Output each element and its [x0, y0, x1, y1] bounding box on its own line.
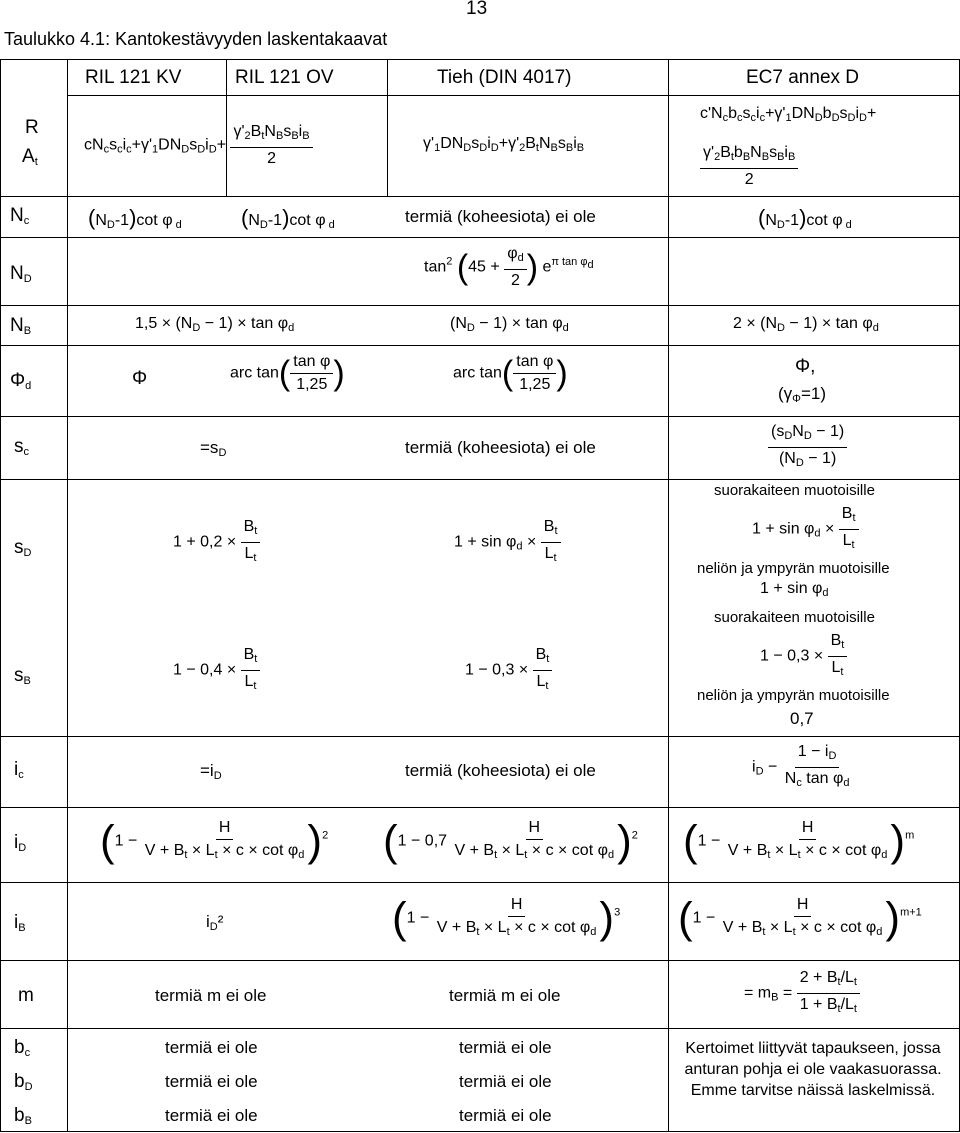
formula-nc-ril-kv: $(N_D-1)\cot$ φ $_d$: [88, 205, 182, 231]
formula-nd: $\tan^2 (45$ + $\frac{\varphi_d}{2}$ ) $e^{\pi tan \varphi_d}$: [424, 245, 594, 289]
formula-r-tieh: $\gamma'_1DN_Ds_Di_D+\gamma'_2B_tN_Bs_Bi_B$: [423, 135, 585, 154]
formula-sb-tieh: 1 − 0,3 × $\frac{B_t}{L_t}$: [465, 645, 552, 696]
text-sc-tieh: termiä (koheesiota) ei ole: [405, 438, 596, 457]
column-header-tieh: Tieh (DIN 4017): [437, 67, 572, 88]
text-bb-tieh: termiä ei ole: [459, 1106, 552, 1125]
text-m-ril: termiä m ei ole: [155, 986, 267, 1005]
text-phid-ril-kv: Φ: [132, 368, 148, 389]
page-number: 13: [466, 0, 488, 19]
formula-r-ril-kv: $cN_cs_ci_c+\gamma'_1DN_Ds_Di_D+$ $\frac{\gamma'_2B_tN_Bs_Bi_B}{2}$: [84, 122, 313, 169]
text-bb-ril: termiä ei ole: [165, 1106, 258, 1125]
row-label-sc: $s_c$: [14, 436, 29, 458]
formula-sd-ec7-rect: $1 + \sin \varphi_d$ × $\frac{B_t}{L_t}$: [752, 504, 859, 555]
row-label-nc: $N_c$: [10, 205, 30, 227]
row-label-m: m: [18, 985, 34, 1006]
formula-sd-ril: 1 + 0,2 × $\frac{B_t}{L_t}$: [173, 517, 260, 568]
text-sd-suorakaiteen: suorakaiteen muotoisille: [714, 482, 875, 499]
formula-sc-ec7: $\frac{(s_DN_D - 1)}{(N_D - 1)}$: [768, 422, 847, 473]
formula-ic-ec7: $i_D$ − $\frac{1 - i_D}{N_c \tan \varphi_d}$: [752, 743, 850, 789]
text-bd-ril: termiä ei ole: [165, 1072, 258, 1091]
text-gamma-phi: $(\gamma_\Phi=1)$: [778, 384, 826, 405]
formula-nb-ril: $1,5 \times (N_D - 1) \times \tan \varphi_d$: [135, 315, 295, 334]
formula-r-ec7-frac: $\frac{\gamma'_2B_tb_BN_Bs_Bi_B}{2}$: [700, 143, 798, 190]
formula-m-ec7: = $m_B$ = $\frac{2 + B_t/L_t}{1 + B_t/L_t}$: [744, 968, 860, 1019]
row-label-r: R: [25, 117, 39, 138]
formula-sb-ec7-rect: 1 − 0,3 × $\frac{B_t}{L_t}$: [760, 631, 847, 682]
row-label-nd: $N_D$: [10, 263, 32, 285]
column-header-ril-ov: RIL 121 OV: [235, 67, 334, 88]
text-sb-ec7-square: 0,7: [790, 709, 814, 728]
table-caption: Taulukko 4.1: Kantokestävyyden laskentakaavat: [4, 29, 388, 49]
formula-nc-ec7: $(N_D-1)\cot$ φ $_d$: [758, 205, 852, 231]
row-label-id: $i_D$: [14, 832, 27, 854]
text-bd-tieh: termiä ei ole: [459, 1072, 552, 1091]
text-bc-ril: termiä ei ole: [165, 1038, 258, 1057]
column-header-ec7: EC7 annex D: [746, 67, 860, 88]
text-sb-nelion: neliön ja ympyrän muotoisille: [697, 687, 890, 704]
formula-ib-ec7: (1 − $\frac{H}{V + B_t \times L_t \times c \times \cot \varphi_d}$ )$^{m+1}$: [678, 893, 922, 943]
formula-sd-tieh: $1 + \sin \varphi_d$ × $\frac{B_t}{L_t}$: [454, 517, 561, 568]
text-sc-ril: $=s_D$: [200, 438, 227, 459]
formula-id-ec7: (1 − $\frac{H}{V + B_t \times L_t \times c \times \cot \varphi_d}$ )$^m$: [683, 816, 915, 866]
row-label-ic: $i_c$: [14, 759, 24, 781]
row-label-ib: $i_B$: [14, 912, 26, 934]
formula-nb-tieh: $(N_D - 1) \times \tan \varphi_d$: [450, 315, 569, 334]
formula-sb-ril: 1 − 0,4 × $\frac{B_t}{L_t}$: [173, 645, 260, 696]
formula-r-ec7: $c'N_cb_cs_ci_c+\gamma'_1DN_Db_Ds_Di_D+$: [700, 105, 877, 124]
formula-phid-tieh: arc tan( $\frac{\text{tan φ}}{1,25}$ ): [453, 353, 568, 393]
formula-ib-tieh: (1 − $\frac{H}{V + B_t \times L_t \times c \times \cot \varphi_d}$ )$^3$: [392, 893, 621, 943]
text-phid-ec7: Φ,: [795, 356, 816, 377]
formula-id-tieh: (1 − 0,7 $\frac{H}{V + B_t \times L_t \times c \times \cot \varphi_d}$ )$^2$: [383, 816, 638, 866]
row-label-sb: $s_B$: [14, 665, 31, 687]
text-bc-tieh: termiä ei ole: [459, 1038, 552, 1057]
row-label-nb: $N_B$: [10, 315, 32, 337]
text-nc-tieh: termiä (koheesiota) ei ole: [405, 207, 596, 226]
text-ic-tieh: termiä (koheesiota) ei ole: [405, 761, 596, 780]
text-sd-nelion: neliön ja ympyrän muotoisille: [697, 560, 890, 577]
row-label-bb: $b_B$: [14, 1105, 32, 1127]
formula-id-ril: (1 − $\frac{H}{V + B_t \times L_t \times c \times \cot \varphi_d}$ )$^2$: [100, 816, 329, 866]
row-label-at: $A_t$: [22, 146, 38, 168]
formula-nc-ril-ov: $(N_D-1)\cot$ φ $_d$: [241, 205, 335, 231]
row-label-sd: $s_D$: [14, 537, 32, 559]
row-label-bd: $b_D$: [14, 1071, 33, 1093]
row-label-bc: $b_c$: [14, 1037, 31, 1059]
column-header-ril-kv: RIL 121 KV: [85, 67, 182, 88]
row-label-phid: $\Phi_d$: [10, 370, 32, 392]
text-ib-ril: $i_D^2$: [206, 912, 224, 933]
formula-phid-ril-ov: arc tan( $\frac{\text{tan φ}}{1,25}$ ): [230, 353, 345, 393]
ec7-b-note: Kertoimet liittyvät tapaukseen, jossa anturan pohja ei ole vaakasuorassa. Emme tarvitse näissä laskelmissä.: [684, 1040, 942, 1099]
formula-sd-ec7-square: $1 + \sin \varphi_d$: [760, 580, 829, 599]
text-sb-suorakaiteen: suorakaiteen muotoisille: [714, 609, 875, 626]
text-ic-ril: $=i_D$: [200, 761, 222, 782]
formula-nb-ec7: $2 \times (N_D - 1) \times \tan \varphi_d$: [733, 315, 879, 334]
text-m-tieh: termiä m ei ole: [449, 986, 561, 1005]
